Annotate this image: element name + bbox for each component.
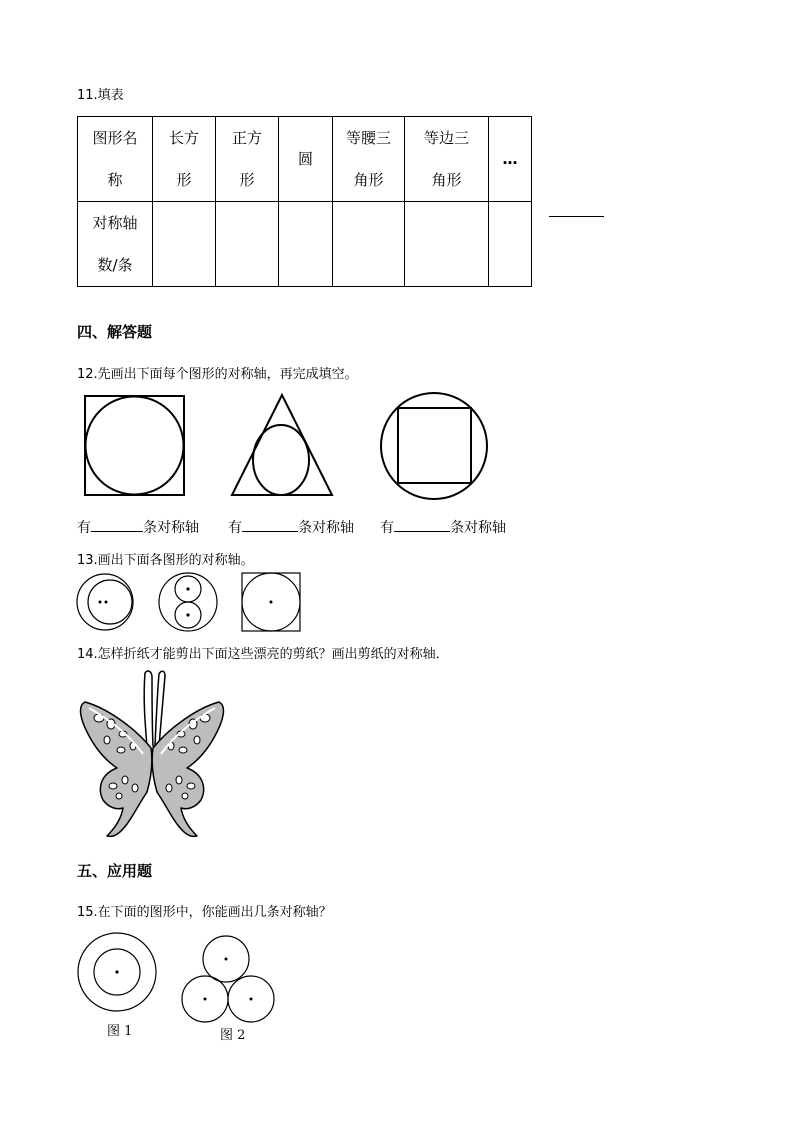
q12-title: 12.先画出下面每个图形的对称轴，再完成填空。 bbox=[77, 367, 358, 382]
symmetry-table bbox=[77, 116, 532, 287]
answer-cell-square[interactable] bbox=[216, 202, 279, 287]
q12-fill-1: 有 条对称轴 bbox=[77, 520, 199, 536]
header-rectangle: 长方 形 bbox=[153, 117, 216, 202]
q13-title: 13.画出下面各图形的对称轴。 bbox=[77, 553, 254, 568]
square-with-inscribed-circle bbox=[85, 396, 184, 495]
butterfly-papercut bbox=[77, 668, 227, 850]
figure-1-caption: 图 1 bbox=[107, 1024, 133, 1039]
answer-cell-rectangle[interactable] bbox=[153, 202, 216, 287]
header-square: 正方 形 bbox=[216, 117, 279, 202]
q12-figures bbox=[77, 390, 507, 505]
two-tangent-circles bbox=[77, 574, 133, 630]
circle-with-inscribed-square bbox=[381, 393, 487, 499]
figure-2-caption: 图 2 bbox=[220, 1028, 246, 1043]
square-with-circle bbox=[242, 573, 300, 631]
answer-cell-circle[interactable] bbox=[279, 202, 333, 287]
q15-title: 15.在下面的图形中，你能画出几条对称轴？ bbox=[77, 905, 332, 920]
header-shape-name: 图形名 称 bbox=[78, 117, 153, 202]
q15-figures bbox=[75, 932, 285, 1027]
triangle-with-ellipse bbox=[232, 395, 332, 495]
blank-1[interactable] bbox=[91, 519, 143, 532]
q12-fill-3: 有 条对称轴 bbox=[380, 520, 506, 536]
section-5-title: 五、应用题 bbox=[77, 862, 153, 880]
blank-3[interactable] bbox=[394, 519, 450, 532]
circle-with-two-circles bbox=[159, 573, 217, 631]
concentric-circles-figure-1 bbox=[78, 933, 156, 1011]
row-axis-count-label: 对称轴 数/条 bbox=[78, 202, 153, 287]
answer-cell-equilateral[interactable] bbox=[405, 202, 489, 287]
q13-figures bbox=[72, 570, 307, 636]
answer-cell-ellipsis[interactable] bbox=[489, 202, 532, 287]
three-circles-figure-2 bbox=[182, 936, 274, 1022]
q12-fill-2: 有 条对称轴 bbox=[228, 520, 354, 536]
answer-cell-isosceles[interactable] bbox=[333, 202, 405, 287]
answer-line bbox=[549, 216, 604, 217]
q11-title: 11.填表 bbox=[77, 88, 124, 103]
section-4-title: 四、解答题 bbox=[77, 323, 153, 341]
header-ellipsis: … bbox=[489, 117, 532, 202]
header-equilateral-triangle: 等边三 角形 bbox=[405, 117, 489, 202]
blank-2[interactable] bbox=[242, 519, 298, 532]
header-isosceles-triangle: 等腰三 角形 bbox=[333, 117, 405, 202]
header-circle: 圆 bbox=[279, 117, 333, 202]
q14-title: 14.怎样折纸才能剪出下面这些漂亮的剪纸？画出剪纸的对称轴． bbox=[77, 647, 449, 662]
